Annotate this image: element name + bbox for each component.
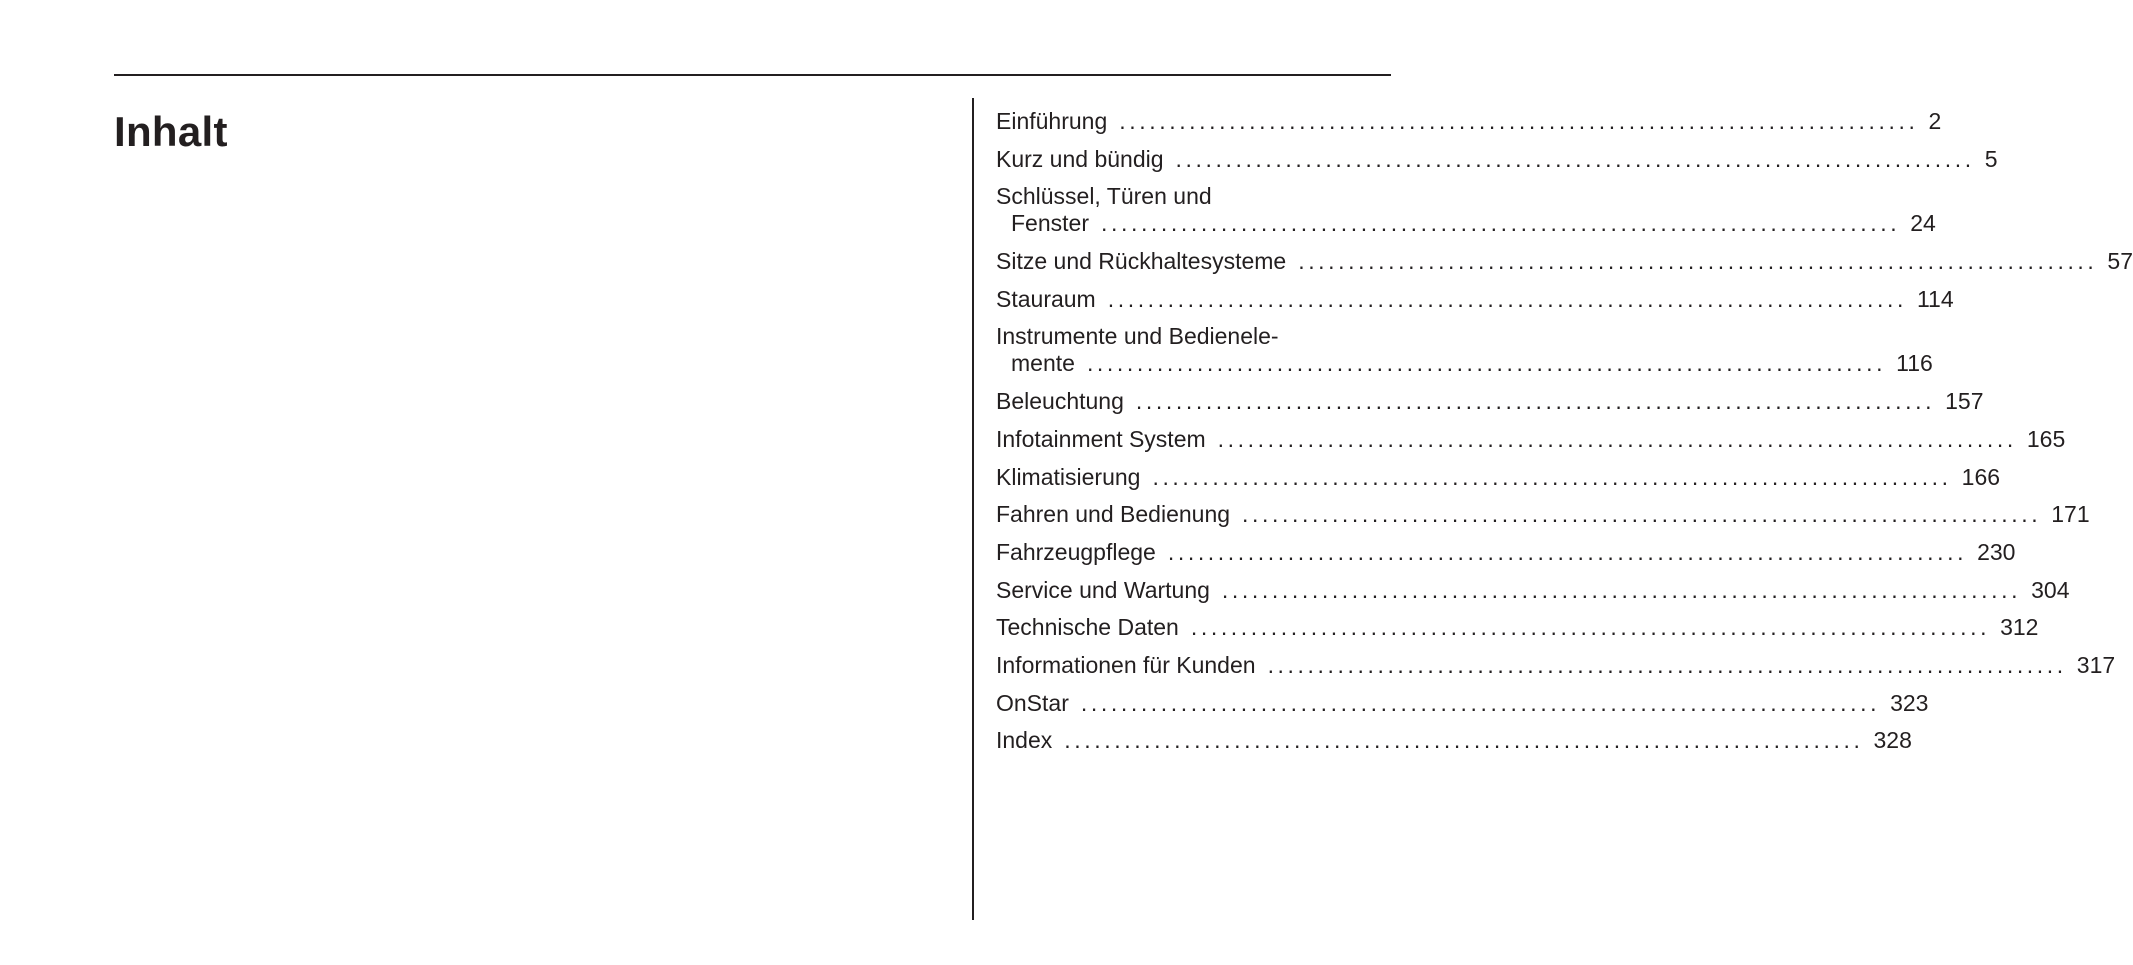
toc-entry-label: Einführung xyxy=(996,108,1108,134)
toc-entry[interactable] xyxy=(996,183,1936,237)
toc-dot-leader: ................................................................................ xyxy=(1242,501,2042,528)
toc-dot-leader: ................................................................................ xyxy=(1298,248,2098,275)
toc-entry[interactable] xyxy=(996,501,2090,528)
toc-entry-label: Klimatisierung xyxy=(996,463,1141,490)
toc-entry[interactable] xyxy=(996,538,2016,566)
toc-entry-row xyxy=(996,651,2116,679)
toc-entry-page-number: 114 xyxy=(1916,285,1954,312)
toc-entry[interactable] xyxy=(996,323,1933,377)
toc-dot-leader: ................................................................................ xyxy=(1064,727,1864,754)
toc-dot-leader: ................................................................................ xyxy=(1086,350,1887,377)
toc-entry[interactable] xyxy=(996,576,2070,604)
table-of-contents xyxy=(996,108,2133,765)
toc-entry-label: Fahrzeugpflege xyxy=(996,538,1156,565)
toc-entry-page-number: 2 xyxy=(1928,108,1942,134)
toc-entry-row xyxy=(996,285,1954,313)
toc-entry-page-number: 171 xyxy=(2051,501,2090,528)
toc-dot-leader: ................................................................................ xyxy=(1167,538,1968,565)
toc-entry-page-number: 116 xyxy=(1896,350,1933,377)
toc-entry-label: Fenster xyxy=(1011,210,1089,237)
toc-dot-leader: ................................................................................ xyxy=(1135,388,1936,415)
toc-entry-page-number: 166 xyxy=(1961,463,2001,490)
toc-entry-label: Beleuchtung xyxy=(996,388,1124,415)
toc-dot-leader: ................................................................................ xyxy=(1175,145,1975,172)
toc-entry-label: Technische Daten xyxy=(996,614,1179,641)
toc-dot-leader: ................................................................................ xyxy=(1221,576,2022,603)
page-title: Inhalt xyxy=(114,108,228,155)
toc-entry[interactable] xyxy=(996,285,1954,313)
toc-entry-label: Index xyxy=(996,727,1053,754)
toc-dot-leader: ................................................................................ xyxy=(1152,463,1952,490)
toc-dot-leader: ................................................................................ xyxy=(1190,614,1991,641)
toc-dot-leader: ................................................................................ xyxy=(1217,425,2017,452)
toc-entry-label: Service und Wartung xyxy=(996,576,1210,603)
toc-entry[interactable] xyxy=(996,108,1942,135)
toc-entry-row xyxy=(996,689,1929,717)
toc-entry-row xyxy=(996,108,1942,135)
toc-entry-row xyxy=(996,538,2016,566)
toc-entry-label: mente xyxy=(1011,350,1075,377)
toc-entry-row xyxy=(996,501,2090,528)
toc-entry-label-line1: Schlüssel, Türen und xyxy=(996,183,1212,210)
toc-entry-page-number: 5 xyxy=(1984,145,1998,172)
toc-entry-page-number: 57 xyxy=(2107,248,2133,275)
toc-dot-leader: ................................................................................ xyxy=(1107,285,1907,312)
toc-entry-page-number: 312 xyxy=(2000,614,2039,641)
toc-entry-label: Sitze und Rückhaltesysteme xyxy=(996,248,1287,275)
toc-entry-label: Fahren und Bedienung xyxy=(996,501,1231,528)
toc-entry-row xyxy=(996,388,1984,415)
toc-entry-label: Kurz und bündig xyxy=(996,145,1164,172)
toc-entry-label: Infotainment System xyxy=(996,425,1206,452)
toc-entry-label: Stauraum xyxy=(996,285,1096,312)
toc-entry-label: Informationen für Kunden xyxy=(996,651,1256,678)
toc-entry-page-number: 24 xyxy=(1910,210,1936,237)
toc-entry-row xyxy=(996,727,1912,754)
toc-entry[interactable] xyxy=(996,614,2039,641)
column-divider xyxy=(972,98,974,920)
toc-dot-leader: ................................................................................ xyxy=(1119,108,1919,134)
toc-entry[interactable] xyxy=(996,727,1912,754)
toc-entry-row xyxy=(996,210,1936,237)
toc-entry-row xyxy=(996,425,2066,453)
toc-entry-page-number: 304 xyxy=(2031,576,2070,603)
toc-entry-row xyxy=(996,350,1933,377)
toc-entry[interactable] xyxy=(996,248,2133,275)
toc-entry[interactable] xyxy=(996,145,1998,173)
toc-entry-row xyxy=(996,463,2001,491)
toc-dot-leader: ................................................................................ xyxy=(1267,651,2067,678)
toc-entry[interactable] xyxy=(996,651,2116,679)
toc-entry-page-number: 323 xyxy=(1890,689,1929,716)
toc-entry-label-line1: Instrumente und Bedienele- xyxy=(996,323,1279,350)
toc-entry-row xyxy=(996,576,2070,604)
toc-entry-label: OnStar xyxy=(996,689,1069,716)
toc-entry[interactable] xyxy=(996,388,1984,415)
toc-entry-page-number: 230 xyxy=(1977,538,2016,565)
toc-entry-row xyxy=(996,614,2039,641)
toc-entry-row xyxy=(996,248,2133,275)
toc-dot-leader: ................................................................................ xyxy=(1100,210,1901,237)
toc-entry-page-number: 328 xyxy=(1873,727,1912,754)
toc-entry-page-number: 165 xyxy=(2026,425,2066,452)
toc-entry-page-number: 157 xyxy=(1945,388,1984,415)
toc-entry[interactable] xyxy=(996,425,2066,453)
toc-entry[interactable] xyxy=(996,463,2001,491)
toc-entry-page-number: 317 xyxy=(2076,651,2116,678)
toc-entry[interactable] xyxy=(996,689,1929,717)
toc-entry-row xyxy=(996,145,1998,173)
toc-dot-leader: ................................................................................ xyxy=(1080,689,1881,716)
top-rule xyxy=(114,74,1391,76)
